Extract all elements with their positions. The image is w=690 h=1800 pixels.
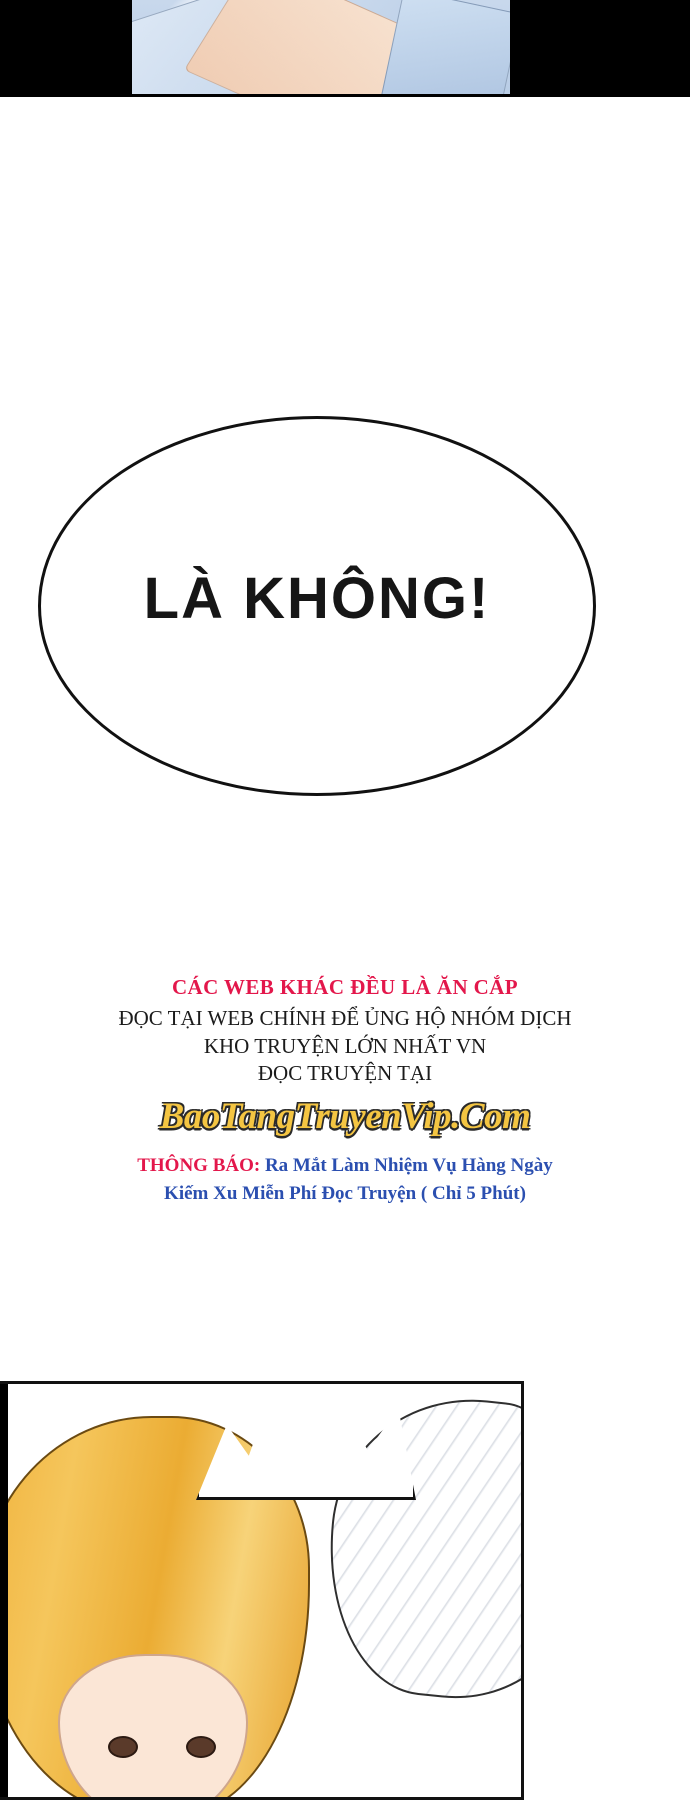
promo-line-3: KHO TRUYỆN LỚN NHẤT VN: [203, 1033, 487, 1058]
bottom-art-panel: [0, 1381, 690, 1800]
top-art-panel: [0, 0, 690, 97]
top-panel-right-gutter: [512, 0, 690, 97]
promo-notice-row-2: Kiếm Xu Miễn Phí Đọc Truyện ( Chỉ 5 Phút): [164, 1182, 526, 1204]
top-panel-shape-blue-right: [379, 0, 521, 97]
promo-block: [0, 975, 690, 1207]
burst-speech-shape: [196, 1381, 416, 1500]
character-eye-right: [186, 1736, 216, 1758]
promo-notice-row-1: [0, 1152, 690, 1180]
speech-bubble-text: LÀ KHÔNG!: [143, 565, 491, 631]
bottom-panel-frame: [0, 1381, 524, 1800]
top-panel-bottom-rule: [0, 94, 690, 97]
promo-site-link[interactable]: BaoTangTruyenVip.Com: [159, 1096, 531, 1138]
character-face: [58, 1654, 248, 1800]
top-panel-left-gutter: [0, 0, 130, 97]
promo-warning-line: CÁC WEB KHÁC ĐỀU LÀ ĂN CẮP: [171, 975, 519, 999]
bottom-panel-right-margin: [524, 1381, 690, 1800]
speech-bubble: [38, 416, 596, 796]
promo-line-4: ĐỌC TRUYỆN TẠI: [257, 1061, 433, 1086]
character-eye-left: [108, 1736, 138, 1758]
promo-notice: [0, 1152, 690, 1207]
promo-notice-line-1: Ra Mắt Làm Nhiệm Vụ Hàng Ngày: [260, 1155, 553, 1177]
promo-notice-label: THÔNG BÁO:: [137, 1155, 261, 1177]
bottom-panel-left-edge: [0, 1384, 8, 1800]
promo-line-2: ĐỌC TẠI WEB CHÍNH ĐỂ ỦNG HỘ NHÓM DỊCH: [118, 1006, 572, 1030]
